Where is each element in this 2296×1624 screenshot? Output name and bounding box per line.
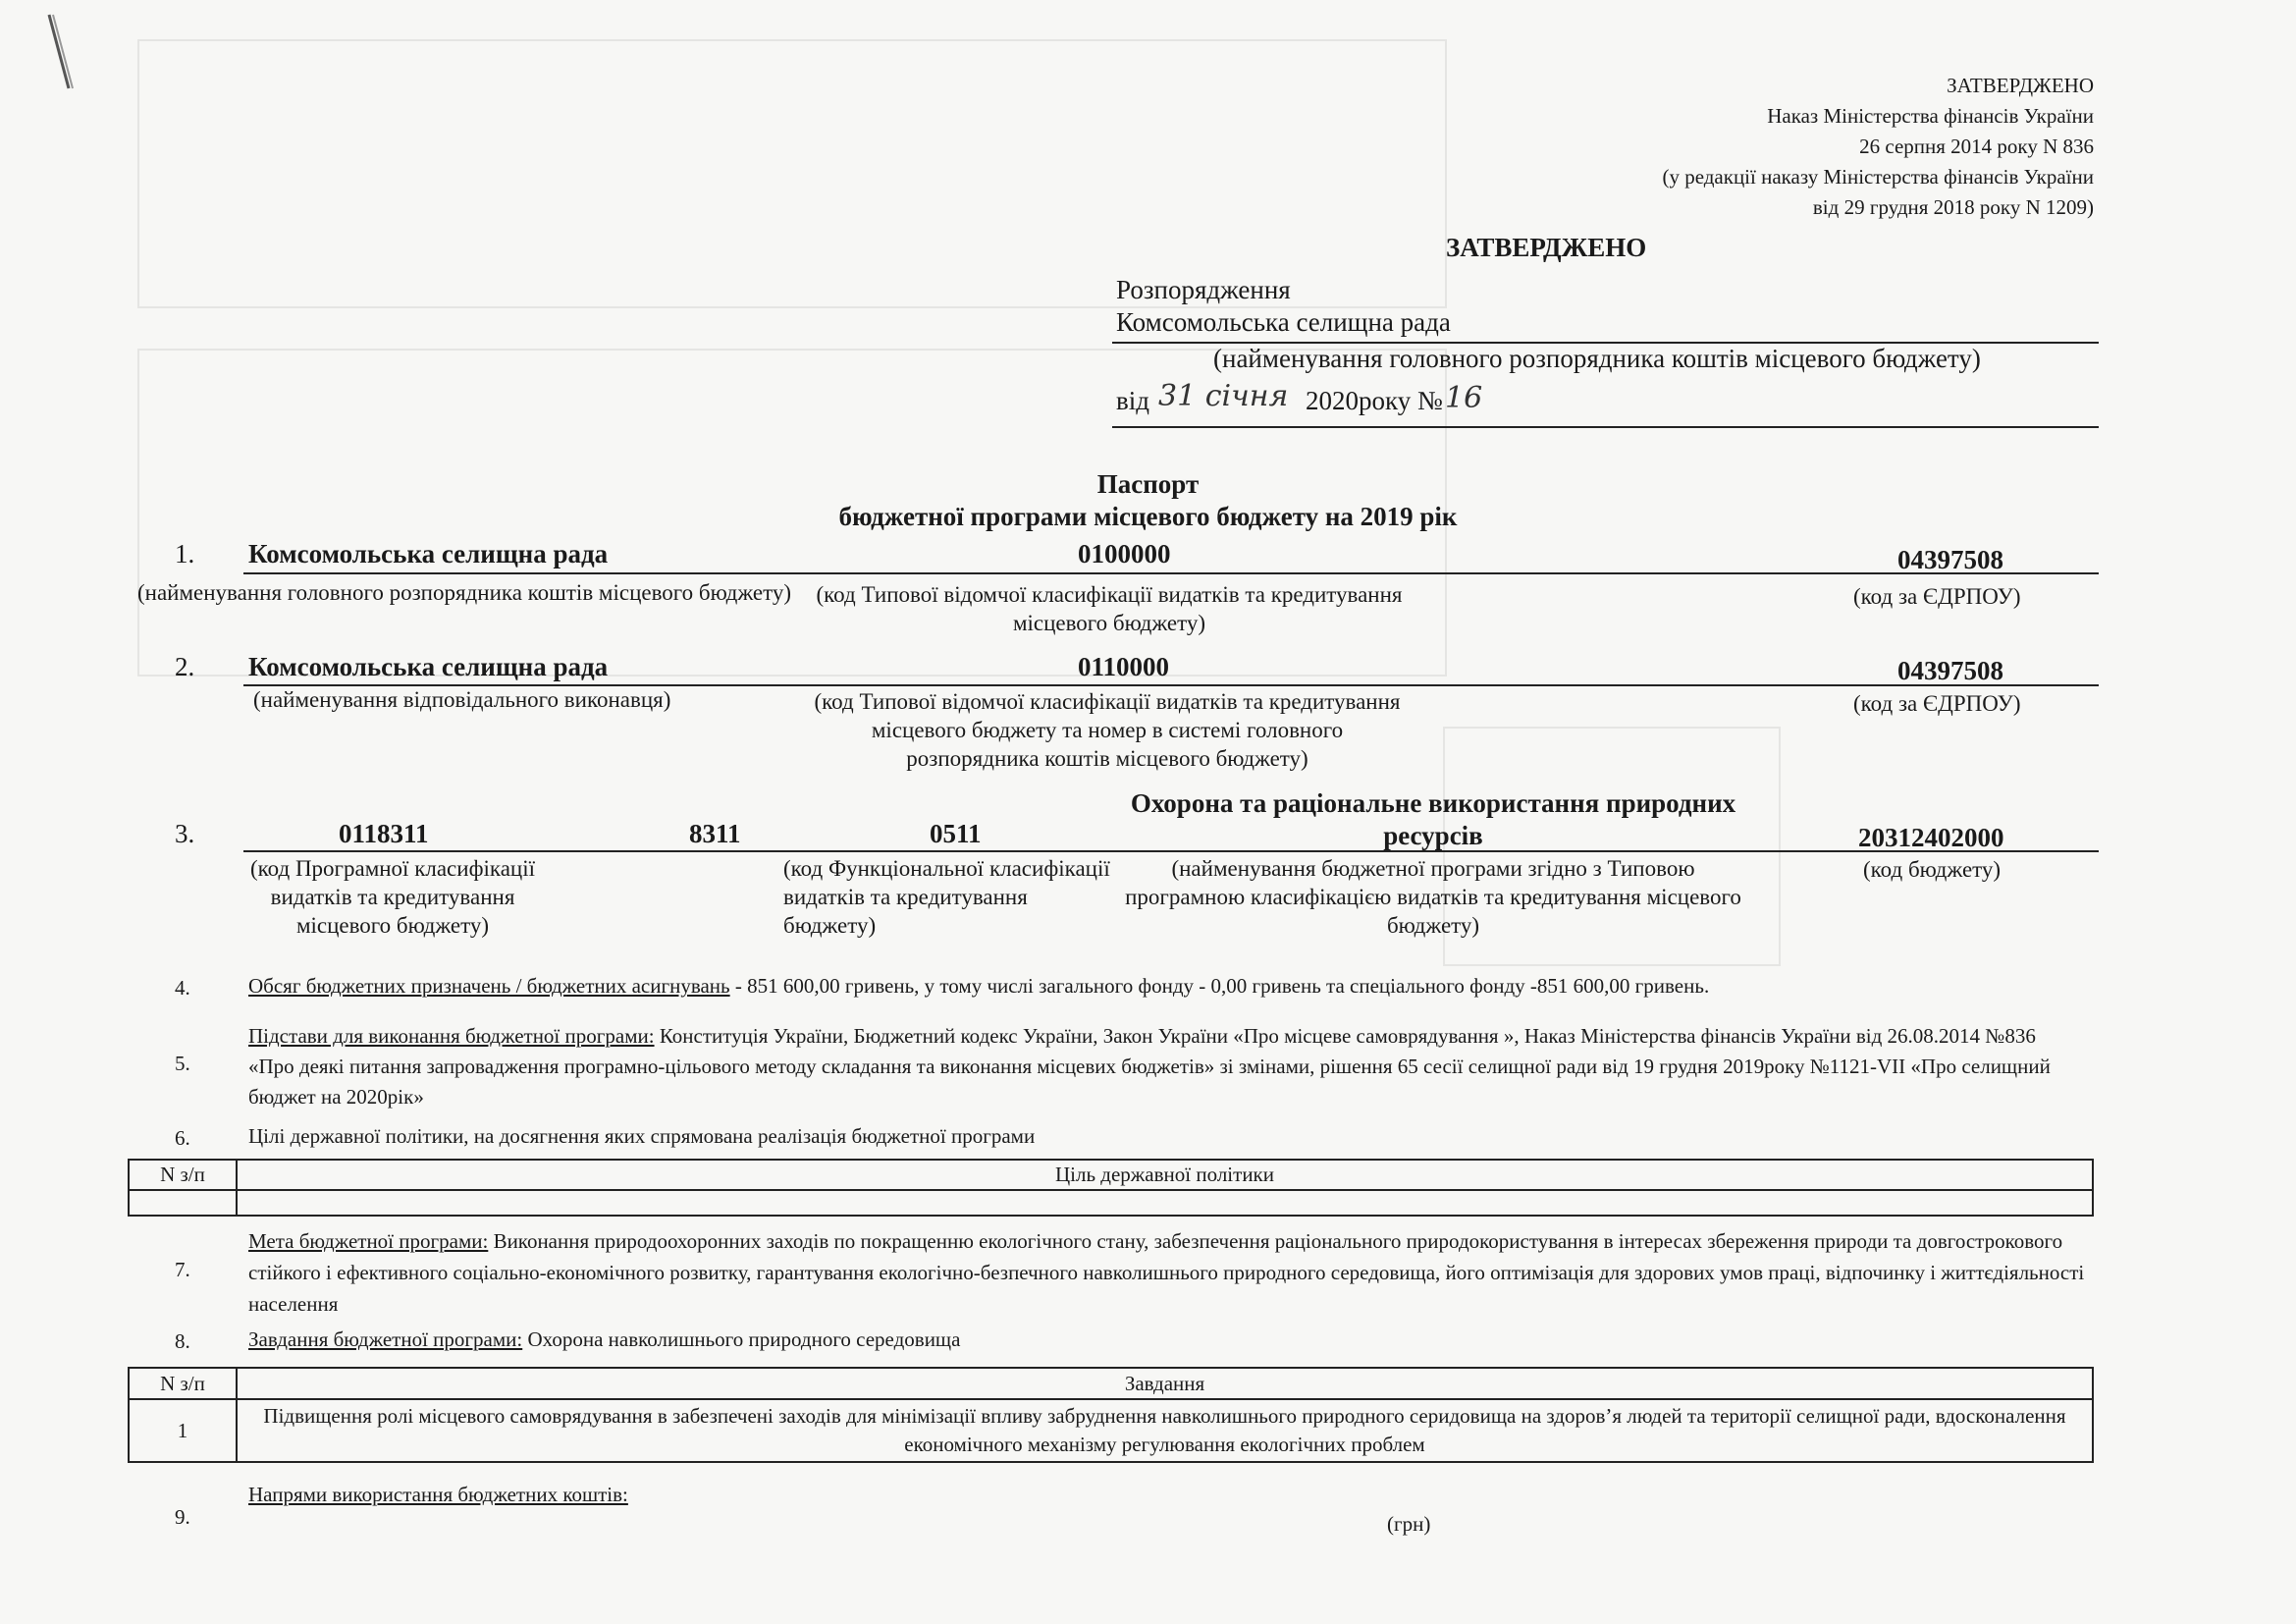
item4-body: - 851 600,00 гривень, у тому числі загального фонду - 0,00 гривень та спеціального фонду -851 600,00 гривень.: [729, 974, 1710, 998]
row1-caption-code: (код Типової відомчої класифікації видатків та кредитування місцевого бюджету): [816, 582, 1403, 635]
row3-budget-code: 20312402000: [1858, 823, 2004, 852]
item7-number: 7.: [175, 1258, 190, 1281]
item4-label: Обсяг бюджетних призначень / бюджетних асигнувань: [248, 974, 730, 998]
row2-edrpou: 04397508: [1897, 656, 2003, 685]
top-approval-line3: (у редакції наказу Міністерства фінансів України: [1662, 165, 2094, 189]
top-approval-stamp: ЗАТВЕРДЖЕНО: [1947, 74, 2094, 97]
item5-text: [248, 1021, 2084, 1112]
tasks-table: [128, 1367, 2094, 1463]
item9-number: 9.: [175, 1505, 190, 1529]
top-approval-block: [1662, 71, 2094, 223]
paperclip-mark: [39, 10, 79, 98]
row3-function-code: 0511: [930, 819, 982, 848]
policy-goals-empty-cell: [129, 1190, 237, 1216]
row1-caption-name: (найменування головного розпорядника коштів місцевого бюджету): [137, 580, 792, 605]
item7-body: Виконання природоохоронних заходів по покращенню екологічного стану, забезпечення раціонального природокористування в інтересах збереження природи та довгострокового стійкого і ефективного соціально-економічного розвитку, гарантування екологічно-безпечного навколишнього природного середовища, його оптимізація для здорових умов праці, відпочинку і життєдіяльності населення: [248, 1229, 2085, 1316]
approval-date-suffix: 2020року №: [1306, 386, 1443, 415]
row1-rule: [243, 572, 2099, 574]
policy-goals-col-num: N з/п: [129, 1160, 237, 1190]
row3-caption-program: (код Програмної класифікації видатків та кредитування місцевого бюджету): [249, 856, 535, 938]
approval-authority: Комсомольська селищна рада: [1116, 307, 1451, 337]
row2-rule: [243, 684, 2099, 686]
table-row: [129, 1399, 2093, 1462]
item7-label: Мета бюджетної програми:: [248, 1229, 489, 1253]
item9-unit: (грн): [1387, 1512, 1431, 1536]
item5-number: 5.: [175, 1052, 190, 1075]
approval-date-handwritten: 31 січня: [1158, 379, 1289, 413]
policy-goals-table: [128, 1159, 2094, 1217]
policy-goals-empty-cell: [237, 1190, 2093, 1216]
item8-label: Завдання бюджетної програми:: [248, 1327, 523, 1351]
item5-body: Конституція України, Бюджетний кодекс України, Закон України «Про місцеве самоврядування », Наказ Міністерства фінансів України від 26.08.2014 №836 «Про деякі питання запровадження програмно-цільового методу складання та виконання місцевих бюджетів» зі змінами, рішення 65 сесії селищної ради від 19 грудня 2019року №1121-VII «Про селищний бюджет на 2020рік»: [248, 1024, 2051, 1109]
passport-title: Паспорт: [1096, 469, 1200, 499]
row3-number: 3.: [175, 819, 195, 848]
row3-typical-code: 8311: [689, 819, 741, 848]
row2-caption-edrpou: (код за ЄДРПОУ): [1853, 691, 2021, 716]
approval-number-handwritten: 16: [1445, 381, 1483, 415]
item8-number: 8.: [175, 1329, 190, 1353]
row3-caption-function: (код Функціональної класифікації видатків та кредитування бюджету): [783, 856, 1110, 938]
item7-text: [248, 1225, 2094, 1320]
top-approval-line4: від 29 грудня 2018 року N 1209): [1812, 195, 2094, 219]
row1-code: 0100000: [1078, 539, 1171, 568]
approval-date-prefix: від: [1116, 386, 1149, 415]
item4-number: 4.: [175, 976, 190, 1000]
item6-text: Цілі державної політики, на досягнення яких спрямована реалізація бюджетної програми: [248, 1124, 1036, 1148]
item5-label: Підстави для виконання бюджетної програми:: [248, 1024, 655, 1048]
bleed-through-table: [137, 39, 1447, 308]
row2-caption-name: (найменування відповідального виконавця): [253, 687, 671, 712]
item4-text: [248, 974, 1709, 999]
tasks-col-task: Завдання: [237, 1368, 2093, 1399]
row3-program-name: Охорона та раціональне використання природних ресурсів: [1130, 788, 1736, 850]
row3-caption-name: (найменування бюджетної програми згідно з Типовою програмною класифікацією видатків та кредитування місцевого бюджету): [1125, 856, 1741, 938]
tasks-col-num: N з/п: [129, 1368, 237, 1399]
row1-edrpou: 04397508: [1897, 545, 2003, 574]
tasks-row-num: 1: [129, 1399, 237, 1462]
approval-date-rule: [1112, 426, 2099, 428]
policy-goals-col-goal: Ціль державної політики: [237, 1160, 2093, 1190]
approval-doc-type: Розпорядження: [1116, 275, 1291, 304]
row1-number: 1.: [175, 539, 195, 568]
passport-subtitle: бюджетної програми місцевого бюджету на 2019 рік: [838, 502, 1458, 531]
row2-name: Комсомольська селищна рада: [248, 652, 609, 681]
row3-caption-budget: (код бюджету): [1863, 857, 2002, 882]
row2-number: 2.: [175, 652, 195, 681]
approval-authority-caption: (найменування головного розпорядника коштів місцевого бюджету): [1213, 344, 1981, 373]
row2-code: 0110000: [1078, 652, 1170, 681]
row3-program-code: 0118311: [339, 819, 429, 848]
row1-name: Комсомольська селищна рада: [248, 539, 609, 568]
item6-number: 6.: [175, 1126, 190, 1150]
top-approval-line2: 26 серпня 2014 року N 836: [1859, 135, 2094, 158]
row1-caption-edrpou: (код за ЄДРПОУ): [1853, 584, 2021, 609]
item9-label: Напрями використання бюджетних коштів:: [248, 1483, 628, 1506]
item8-text: [248, 1327, 960, 1352]
tasks-row-task: Підвищення ролі місцевого самоврядування в забезпечені заходів для мінімізації впливу забруднення навколишнього природного серидовища на здоров’я людей та території селищної ради, вдосконалення економічного механізму регулювання екологічних проблем: [237, 1399, 2093, 1462]
top-approval-line1: Наказ Міністерства фінансів України: [1767, 104, 2094, 128]
item8-body: Охорона навколишнього природного середовища: [522, 1327, 961, 1351]
row3-rule: [243, 850, 2099, 852]
approval-title: ЗАТВЕРДЖЕНО: [1446, 233, 1647, 262]
row2-caption-code: (код Типової відомчої класифікації видатків та кредитування місцевого бюджету та номер в системі головного розпорядника коштів місцевого бюджету): [814, 689, 1401, 771]
